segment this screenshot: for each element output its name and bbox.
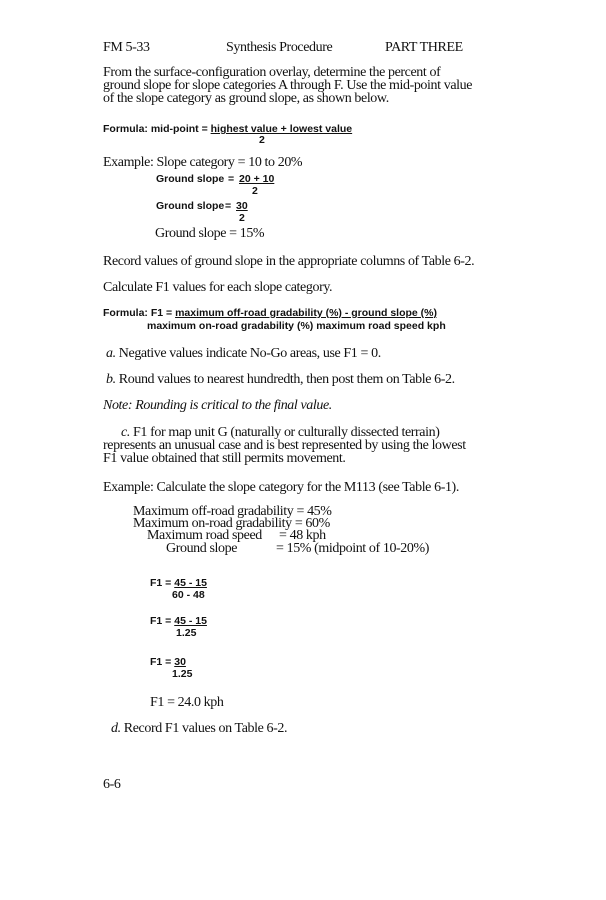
- formula-f1-denominator: maximum on-road gradability (%) maximum road speed kph: [147, 320, 446, 332]
- note-a-text: Negative values indicate No-Go areas, use F1 = 0.: [115, 346, 381, 361]
- page-number: 6-6: [103, 777, 121, 792]
- max-road-speed-label: Maximum road speed: [147, 528, 262, 543]
- f1-step-3-label: F1 =: [150, 656, 175, 668]
- note-b-text: Round values to nearest hundredth, then post them on Table 6-2.: [115, 372, 455, 387]
- note-d-letter: d.: [111, 721, 121, 736]
- f1-step-2: [150, 615, 207, 627]
- header-right: PART THREE: [385, 40, 463, 55]
- formula-numerator: highest value + lowest value: [210, 123, 353, 135]
- ground-slope-eq-1: =: [228, 173, 235, 185]
- ground-slope-label-1: Ground slope: [156, 173, 225, 185]
- header-left: FM 5-33: [103, 40, 150, 55]
- note-c: [103, 426, 475, 465]
- rounding-note: Note: Rounding is critical to the final value.: [103, 398, 332, 413]
- note-c-letter: c.: [121, 425, 130, 440]
- max-road-speed-value: = 48 kph: [279, 528, 326, 543]
- ground-slope-num-1: 20 + 10: [239, 173, 275, 185]
- header-center: Synthesis Procedure: [226, 40, 333, 55]
- ground-slope-value: = 15% (midpoint of 10-20%): [276, 541, 430, 556]
- f1-step-2-label: F1 =: [150, 615, 175, 627]
- record-ground-slope: Record values of ground slope in the appropriate columns of Table 6-2.: [103, 254, 475, 269]
- f1-final: F1 = 24.0 kph: [150, 695, 224, 710]
- formula-f1-numerator: maximum off-road gradability (%) - ground slope (%): [175, 307, 437, 319]
- calculate-f1: Calculate F1 values for each slope category.: [103, 280, 333, 295]
- f1-step-2-den: 1.25: [176, 627, 197, 639]
- f1-step-3-num: 30: [174, 656, 186, 668]
- formula-denominator: 2: [259, 134, 265, 146]
- max-onroad-gradability: Maximum on-road gradability = 60%: [133, 516, 330, 531]
- f1-step-1-num: 45 - 15: [174, 577, 207, 589]
- f1-step-1: [150, 577, 207, 589]
- f1-step-1-label: F1 =: [150, 577, 175, 589]
- f1-step-3-den: 1.25: [172, 668, 193, 680]
- note-d-text: Record F1 values on Table 6-2.: [120, 721, 288, 736]
- note-c-text: F1 for map unit G (naturally or culturally dissected terrain) represents an unusual case and is best represented by using the lowest F1 value obtained that still permits movement.: [103, 425, 466, 466]
- ground-slope-den-2: 2: [239, 212, 245, 224]
- example-slope-category: Example: Slope category = 10 to 20%: [103, 155, 303, 170]
- f1-step-3: [150, 656, 186, 668]
- max-offroad-gradability: Maximum off-road gradability = 45%: [133, 504, 332, 519]
- note-b: [106, 372, 455, 388]
- note-a-letter: a.: [106, 346, 116, 361]
- note-b-letter: b.: [106, 372, 116, 387]
- ground-slope-label-2: Ground slope: [156, 200, 225, 212]
- formula-label: Formula: mid-point =: [103, 123, 211, 135]
- note-d: [111, 721, 287, 737]
- f1-step-2-num: 45 - 15: [174, 615, 207, 627]
- ground-slope-label: Ground slope: [166, 541, 238, 556]
- ground-slope-eq-2: =: [225, 200, 232, 212]
- intro-paragraph: From the surface-configuration overlay, determine the percent of ground slope for slope categories A through F. Use the mid-point value of the slope category as ground slope, as shown below.: [103, 65, 473, 106]
- formula-f1: [103, 307, 437, 319]
- example-m113: Example: Calculate the slope category for the M113 (see Table 6-1).: [103, 480, 459, 495]
- formula-f1-label: Formula: F1 =: [103, 307, 176, 319]
- ground-slope-den-1: 2: [252, 185, 258, 197]
- ground-slope-result: Ground slope = 15%: [155, 226, 265, 241]
- ground-slope-num-2: 30: [236, 200, 248, 212]
- note-a: [106, 346, 381, 362]
- formula-midpoint: [103, 123, 352, 135]
- f1-step-1-den: 60 - 48: [172, 589, 205, 601]
